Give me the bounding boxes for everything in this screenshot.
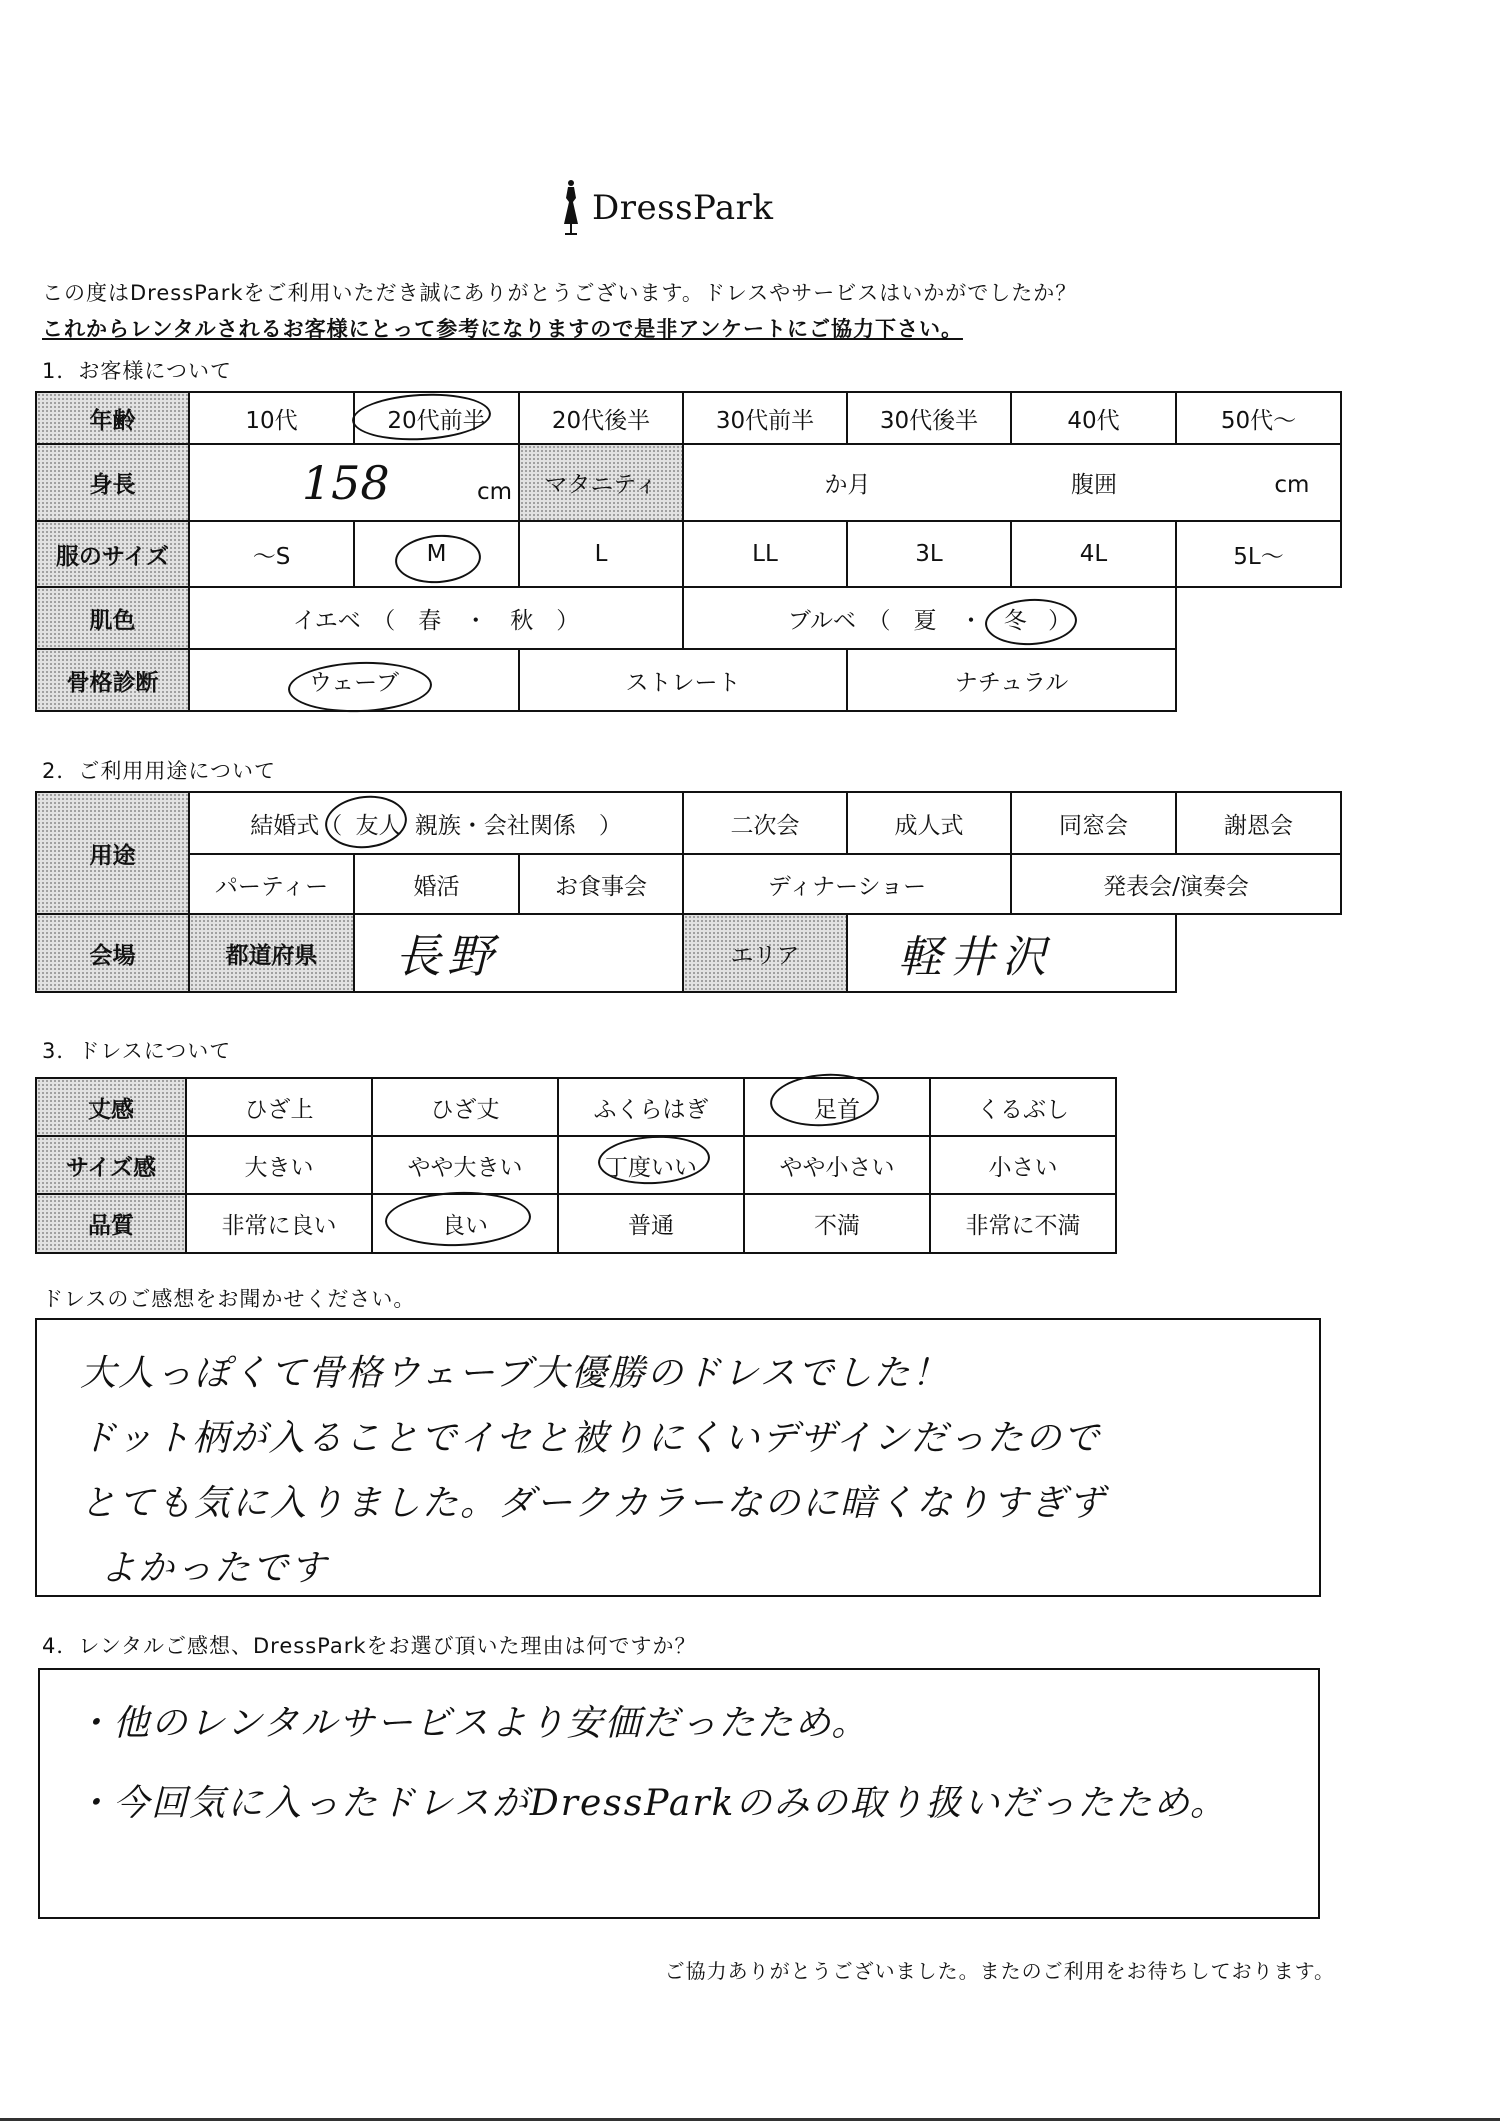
age-option[interactable]: 30代前半	[683, 392, 847, 444]
fit-option[interactable]: やや小さい	[744, 1136, 930, 1194]
length-row	[36, 1078, 1116, 1136]
blue-base-option[interactable]	[683, 587, 1176, 649]
blue-base-suffix: ）	[1048, 607, 1072, 634]
bone-option[interactable]: ストレート	[519, 649, 847, 711]
waist-label: 腹囲	[1071, 472, 1117, 498]
area-value: 軽井沢	[898, 932, 1055, 983]
fit-label: サイズ感	[36, 1136, 186, 1194]
purpose-option[interactable]: 成人式	[847, 792, 1011, 854]
intro-text: この度はDressParkをご利用いただき誠にありがとうございます。ドレスやサービスはいかがでしたか？	[42, 281, 1078, 305]
skin-row	[36, 587, 1341, 649]
wedding-friend-selected[interactable]: 友人	[355, 812, 402, 839]
blue-base-prefix: ブルベ （ 夏 ・	[787, 607, 983, 634]
months-unit: か月	[824, 472, 871, 498]
fit-option-selected[interactable]: 丁度いい	[558, 1136, 744, 1194]
age-option[interactable]: 50代～	[1176, 392, 1341, 444]
purpose-option[interactable]: 同窓会	[1011, 792, 1176, 854]
brand-logo	[560, 178, 774, 238]
dress-form-icon	[560, 178, 582, 238]
venue-row	[36, 914, 1341, 992]
quality-option[interactable]: 非常に良い	[186, 1194, 372, 1253]
comment-line: ドット柄が入ることでイセと被りにくいデザインだったので	[80, 1418, 1101, 1459]
footer-thanks: ご協力ありがとうございました。またのご利用をお待ちしております。	[664, 1959, 1335, 1983]
prefecture-field[interactable]	[354, 914, 683, 992]
purpose-option[interactable]: パーティー	[189, 854, 354, 914]
comment-line: 大人っぽくて骨格ウェーブ大優勝のドレスでした！	[80, 1353, 950, 1394]
skin-label: 肌色	[36, 587, 189, 649]
scan-edge-divider	[0, 2118, 1500, 2121]
age-label: 年齢	[36, 392, 189, 444]
quality-option[interactable]: 非常に不満	[930, 1194, 1116, 1253]
size-option-selected[interactable]: M	[354, 521, 519, 587]
size-label: 服のサイズ	[36, 521, 189, 587]
quality-option-selected[interactable]: 良い	[372, 1194, 558, 1253]
height-label: 身長	[36, 444, 189, 521]
age-option[interactable]: 40代	[1011, 392, 1176, 444]
quality-option[interactable]: 普通	[558, 1194, 744, 1253]
size-option[interactable]: 3L	[847, 521, 1011, 587]
fit-option[interactable]: 大きい	[186, 1136, 372, 1194]
comment-line: とても気に入りました。ダークカラーなのに暗くなりすぎず	[80, 1483, 1107, 1524]
reason-line: ・今回気に入ったドレスがDressParkのみの取り扱いだったため。	[75, 1783, 1228, 1824]
waist-field[interactable]	[1011, 444, 1341, 521]
bone-label: 骨格診断	[36, 649, 189, 711]
waist-unit: cm	[1274, 472, 1310, 498]
customer-table	[35, 391, 1342, 712]
fit-row	[36, 1136, 1116, 1194]
prefecture-label: 都道府県	[189, 914, 354, 992]
size-option[interactable]: LL	[683, 521, 847, 587]
length-label: 丈感	[36, 1078, 186, 1136]
section4-title: 4．レンタルご感想、DressParkをお選び頂いた理由は何ですか？	[42, 1634, 697, 1658]
size-option[interactable]: ～S	[189, 521, 354, 587]
bone-row	[36, 649, 1341, 711]
size-option[interactable]: L	[519, 521, 683, 587]
yellow-base-option[interactable]: イエベ （ 春 ・ 秋 ）	[189, 587, 683, 649]
quality-row	[36, 1194, 1116, 1253]
section3-title: 3．ドレスについて	[42, 1039, 232, 1063]
purpose-row-2	[36, 854, 1341, 914]
winter-option-selected[interactable]: 冬	[1003, 607, 1027, 634]
quality-option[interactable]: 不満	[744, 1194, 930, 1253]
age-row	[36, 392, 1341, 444]
fit-option[interactable]: やや大きい	[372, 1136, 558, 1194]
length-option[interactable]: くるぶし	[930, 1078, 1116, 1136]
length-option-selected[interactable]: 足首	[744, 1078, 930, 1136]
venue-label: 会場	[36, 914, 189, 992]
height-value: 158	[301, 455, 390, 510]
age-option[interactable]: 30代後半	[847, 392, 1011, 444]
size-option[interactable]: 5L～	[1176, 521, 1341, 587]
area-label: エリア	[683, 914, 847, 992]
wedding-prefix: 結婚式（	[250, 812, 343, 839]
purpose-option[interactable]: お食事会	[519, 854, 683, 914]
dress-table	[35, 1077, 1117, 1254]
bone-option-selected[interactable]: ウェーブ	[189, 649, 519, 711]
length-option[interactable]: ふくらはぎ	[558, 1078, 744, 1136]
comment-prompt: ドレスのご感想をお聞かせください。	[42, 1287, 416, 1311]
age-option[interactable]: 20代後半	[519, 392, 683, 444]
reason-line: ・他のレンタルサービスより安価だったため。	[75, 1703, 870, 1744]
prefecture-value: 長野	[395, 929, 499, 983]
purpose-option[interactable]: 二次会	[683, 792, 847, 854]
purpose-table	[35, 791, 1342, 993]
wedding-suffix: 親族・会社関係 ）	[414, 812, 622, 839]
comment-line: よかったです	[100, 1548, 329, 1589]
intro-request: これからレンタルされるお客様にとって参考になりますので是非アンケートにご協力下さい。	[42, 317, 963, 341]
quality-label: 品質	[36, 1194, 186, 1253]
maternity-months-field[interactable]	[683, 444, 1011, 521]
purpose-option[interactable]: 謝恩会	[1176, 792, 1341, 854]
section2-title: 2．ご利用用途について	[42, 759, 276, 783]
length-option[interactable]: ひざ上	[186, 1078, 372, 1136]
wedding-option[interactable]	[189, 792, 683, 854]
age-option[interactable]: 10代	[189, 392, 354, 444]
size-option[interactable]: 4L	[1011, 521, 1176, 587]
height-unit: cm	[476, 478, 512, 505]
purpose-option[interactable]: 発表会/演奏会	[1011, 854, 1341, 914]
purpose-label: 用途	[36, 792, 189, 914]
height-row	[36, 444, 1341, 521]
purpose-row-1	[36, 792, 1341, 854]
brand-name: DressPark	[592, 188, 774, 228]
length-option[interactable]: ひざ丈	[372, 1078, 558, 1136]
maternity-label: マタニティ	[519, 444, 683, 521]
age-option-selected[interactable]: 20代前半	[354, 392, 519, 444]
height-field[interactable]	[189, 444, 519, 521]
bone-option[interactable]: ナチュラル	[847, 649, 1176, 711]
fit-option[interactable]: 小さい	[930, 1136, 1116, 1194]
purpose-option[interactable]: 婚活	[354, 854, 519, 914]
size-row	[36, 521, 1341, 587]
area-field[interactable]	[847, 914, 1176, 992]
purpose-option[interactable]: ディナーショー	[683, 854, 1011, 914]
section1-title: 1．お客様について	[42, 359, 232, 383]
